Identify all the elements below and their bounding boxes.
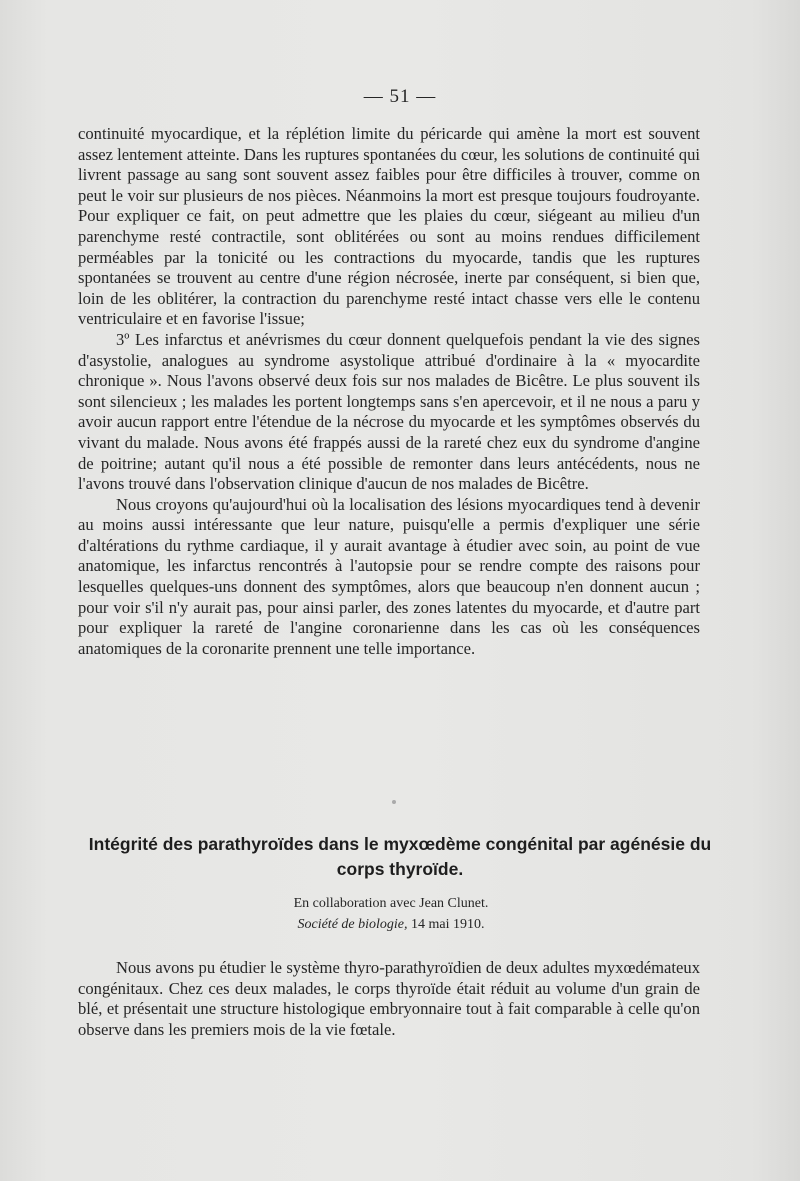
collaboration-block [0,893,782,935]
citation-line [0,914,782,935]
citation-journal: Société de biologie, [297,917,408,932]
paragraph-continuation: continuité myocardique, et la réplétion limite du péricarde qui amène la mort est souvent assez lentement atteinte. Dans les ruptures spontanées du cœur, les solutions de continuité qui livrent passage au sang sont souvent assez faibles pour être difficiles à trouver, comme on peut le voir sur plusieurs de nos pièces. Néanmoins la mort est presque toujours foudroyante. Pour expliquer ce fait, on peut admettre que les plaies du cœur, siégeant au milieu d'un parenchyme resté contractile, sont oblitérées ou sont au moins rendues difficilement perméables par la tonicité ou les contractions du myocarde, tandis que les ruptures spontanées se trouvent au centre d'une région nécrosée, inerte par conséquent, si bien que, loin de les oblitérer, la contraction du parenchyme resté intact chasse vers elle le contenu ventriculaire et en favorise l'issue; [78,124,700,329]
paragraph-point-3: 3º Les infarctus et anévrismes du cœur donnent quelquefois pendant la vie des signes d'asystolie, analogues au syndrome asystolique attribué d'ordinaire à la « myocardite chronique ». Nous l'avons observé deux fois sur nos malades de Bicêtre. Le plus souvent ils sont silencieux ; les malades les portent longtemps sans s'en apercevoir, et il ne nous a paru y avoir aucun rapport entre l'étendue de la nécrose du myocarde et les symptômes observés du vivant du malade. Nous avons été frappés aussi de la rareté chez eux du syndrome d'angine de poitrine; autant qu'il nous a été possible de remonter dans leurs antécédents, nous ne l'avons trouvé dans l'observation clinique d'aucun de nos malades de Bicêtre. [78,329,700,494]
section-title: Intégrité des parathyroïdes dans le myxœdème congénital par agénésie du corps thyroïde. [88,834,712,879]
separator-dot [392,800,396,804]
page-number: — 51 — [363,86,437,107]
body-text-top [78,124,700,659]
paragraph-section-intro: Nous avons pu étudier le système thyro-parathyroïdien de deux adultes myxœdémateux congénitaux. Chez ces deux malades, le corps thyroïde était réduit au volume d'un grain de blé, et présentait une structure histologique embryonnaire tout à fait comparable à celle qu'on observe dans les premiers mois de la vie fœtale. [78,958,700,1039]
paragraph-conclusion: Nous croyons qu'aujourd'hui où la localisation des lésions myocardiques tend à devenir au moins aussi intéressante que leur nature, puisqu'elle a permis d'expliquer une série d'altérations du rythme cardiaque, il y aurait avantage à étudier avec soin, au point de vue anatomique, les infarctus rencontrés à l'autopsie pour se rendre compte des raisons pour lesquelles quelques-uns donnent des symptômes, alors que beaucoup n'en donnent aucun ; pour voir s'il n'y aurait pas, pour ainsi parler, des zones latentes du myocarde, et d'autre part pour expliquer la rareté de l'angine coronarienne dans les cas où les conséquences anatomiques de la coronarite prennent une telle importance. [78,494,700,658]
citation-date: 14 mai 1910. [411,917,485,932]
body-text-bottom [78,958,700,1040]
collaboration-line: En collaboration avec Jean Clunet. [293,896,489,911]
